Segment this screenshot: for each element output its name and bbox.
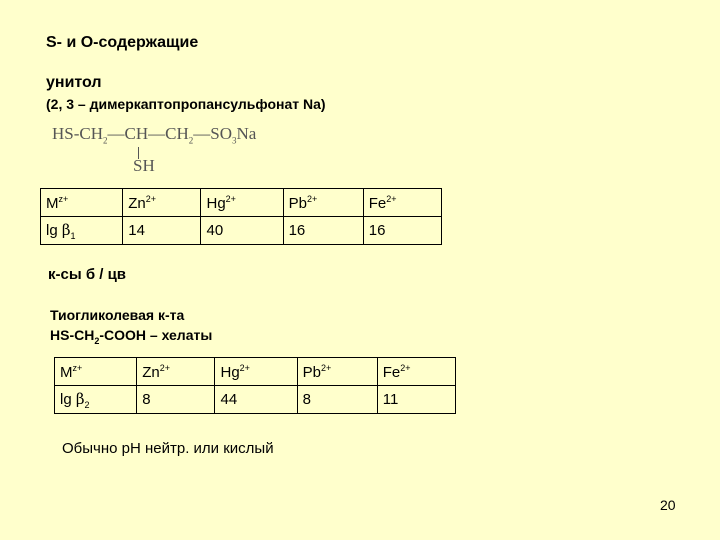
compound-name: унитол — [46, 74, 102, 91]
formula-part: HS-CH — [52, 124, 104, 143]
table-header-cell: $Hg^{2+}$ — [215, 358, 297, 386]
table-row — [55, 386, 456, 414]
structural-formula — [52, 124, 256, 145]
table-header-cell: $M^{z+}$ — [55, 358, 137, 386]
thioglycolic-acid-title: Тиогликолевая к-та — [50, 307, 185, 323]
table-header-cell: $Zn^{2+}$ — [137, 358, 215, 386]
table-cell: 8 — [297, 386, 377, 414]
table-cell: 11 — [377, 386, 455, 414]
formula-subscript: 3 — [231, 135, 237, 146]
note-complexes: к-сы б / цв — [48, 266, 127, 283]
formula-subscript: 2 — [103, 135, 108, 146]
page-number: 20 — [660, 497, 676, 513]
formula-part: —CH—CH — [107, 124, 189, 143]
table-cell: 40 — [201, 217, 283, 245]
formula-subscript: 2 — [188, 135, 194, 146]
table-header-cell: $Pb^{2+}$ — [283, 189, 363, 217]
table-row — [41, 217, 442, 245]
table-header-cell: $Pb^{2+}$ — [297, 358, 377, 386]
table-header-cell: $M^{z+}$ — [41, 189, 123, 217]
table-header-cell: $Fe^{2+}$ — [377, 358, 455, 386]
slide-title: S- и О-содержащие — [46, 34, 199, 51]
formula-branch: SH — [133, 156, 155, 175]
table-cell: 14 — [123, 217, 201, 245]
table-row-label: $\lg \beta_1$ — [41, 217, 123, 245]
formula-part: —SO — [193, 124, 232, 143]
thioglycolic-acid-formula: $HS-CH_2$-COOH – хелаты — [50, 327, 213, 346]
ph-note: Обычно рН нейтр. или кислый — [62, 440, 274, 457]
table-cell: 16 — [363, 217, 441, 245]
table-cell: 16 — [283, 217, 363, 245]
stability-table-unitol — [40, 188, 442, 245]
compound-description: (2, 3 – димеркаптопропансульфонат Na) — [46, 96, 326, 112]
table-header-cell: $Hg^{2+}$ — [201, 189, 283, 217]
stability-table-thioglycolic — [54, 357, 456, 414]
table-header-row — [41, 189, 442, 217]
table-header-row — [55, 358, 456, 386]
table-cell: 44 — [215, 386, 297, 414]
table-row-label: $\lg \beta_2$ — [55, 386, 137, 414]
table-cell: 8 — [137, 386, 215, 414]
table-header-cell: $Fe^{2+}$ — [363, 189, 441, 217]
formula-part: Na — [236, 124, 257, 143]
table-header-cell: $Zn^{2+}$ — [123, 189, 201, 217]
